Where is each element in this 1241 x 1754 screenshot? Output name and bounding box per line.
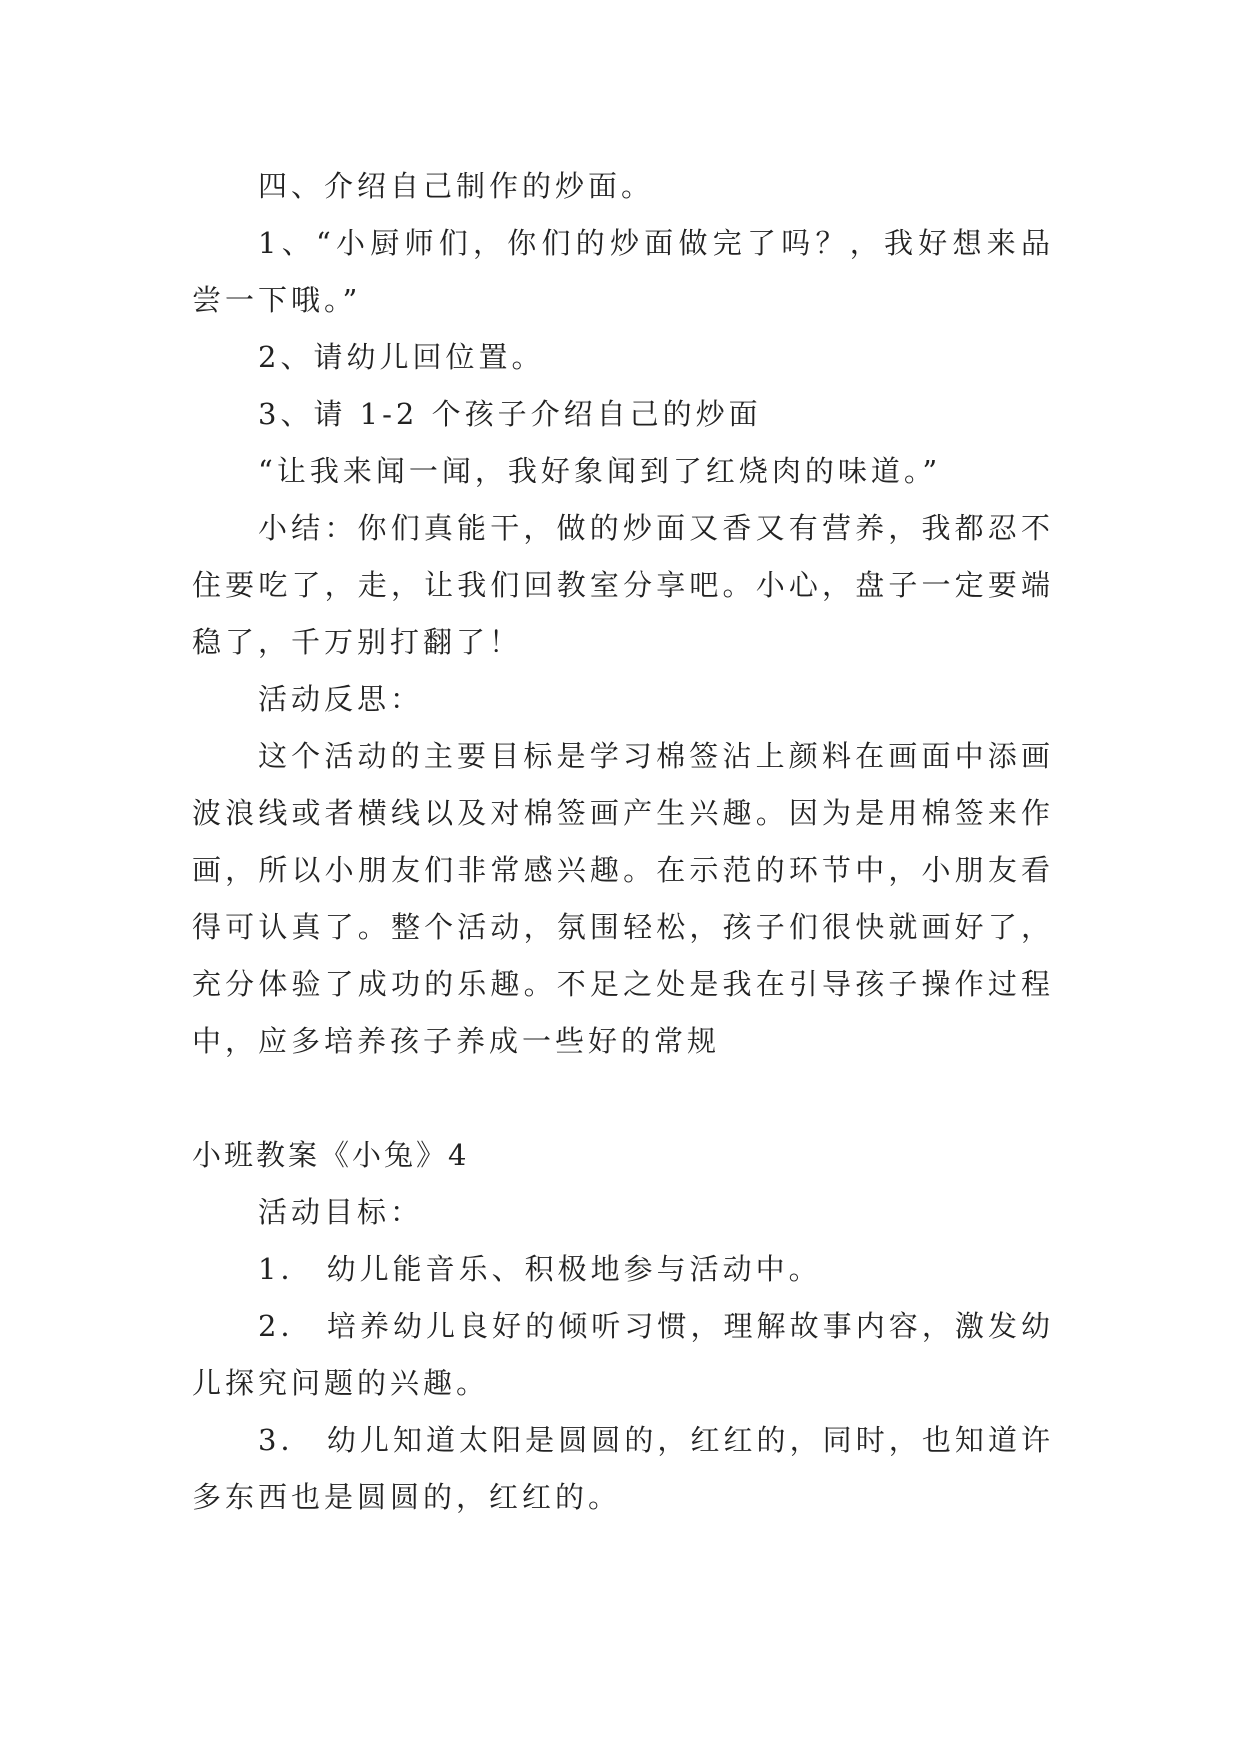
section-gap: [192, 1070, 1054, 1127]
lesson-goals-title: 活动目标：: [258, 1195, 424, 1229]
lesson-heading: 小班教案《小兔》4: [192, 1138, 470, 1172]
document-body: [192, 158, 1054, 1526]
section-four-item-2: 2、请幼儿回位置。: [258, 340, 545, 374]
section-four-title: 四、介绍自己制作的炒面。: [258, 169, 655, 203]
section-four-quote: “让我来闻一闻，我好象闻到了红烧肉的味道。”: [258, 454, 942, 488]
reflection-title: 活动反思：: [258, 682, 424, 716]
lesson-goal-1: 1． 幼儿能音乐、积极地参与活动中。: [258, 1252, 822, 1286]
reflection-body: 这个活动的主要目标是学习棉签沾上颜料在画面中添画波浪线或者横线以及对棉签画产生兴趣。因为是用棉签来作画，所以小朋友们非常感兴趣。在示范的环节中，小朋友看得可认真了。整个活动，氛围轻松，孩子们很快就画好了，充分体验了成功的乐趣。不足之处是我在引导孩子操作过程中，应多培养孩子养成一些好的常规: [192, 739, 1054, 1058]
lesson-goal-3: 3． 幼儿知道太阳是圆圆的，红红的，同时，也知道许多东西也是圆圆的，红红的。: [192, 1423, 1054, 1514]
section-four-item-3: 3、请 1-2 个孩子介绍自己的炒面: [258, 397, 762, 431]
section-four-item-1: 1、“小厨师们，你们的炒面做完了吗？，我好想来品尝一下哦。”: [192, 226, 1054, 317]
section-four-summary: 小结：你们真能干，做的炒面又香又有营养，我都忍不住要吃了，走，让我们回教室分享吧。小心，盘子一定要端稳了，千万别打翻了！: [192, 511, 1054, 659]
lesson-goal-2: 2． 培养幼儿良好的倾听习惯，理解故事内容，激发幼儿探究问题的兴趣。: [192, 1309, 1054, 1400]
